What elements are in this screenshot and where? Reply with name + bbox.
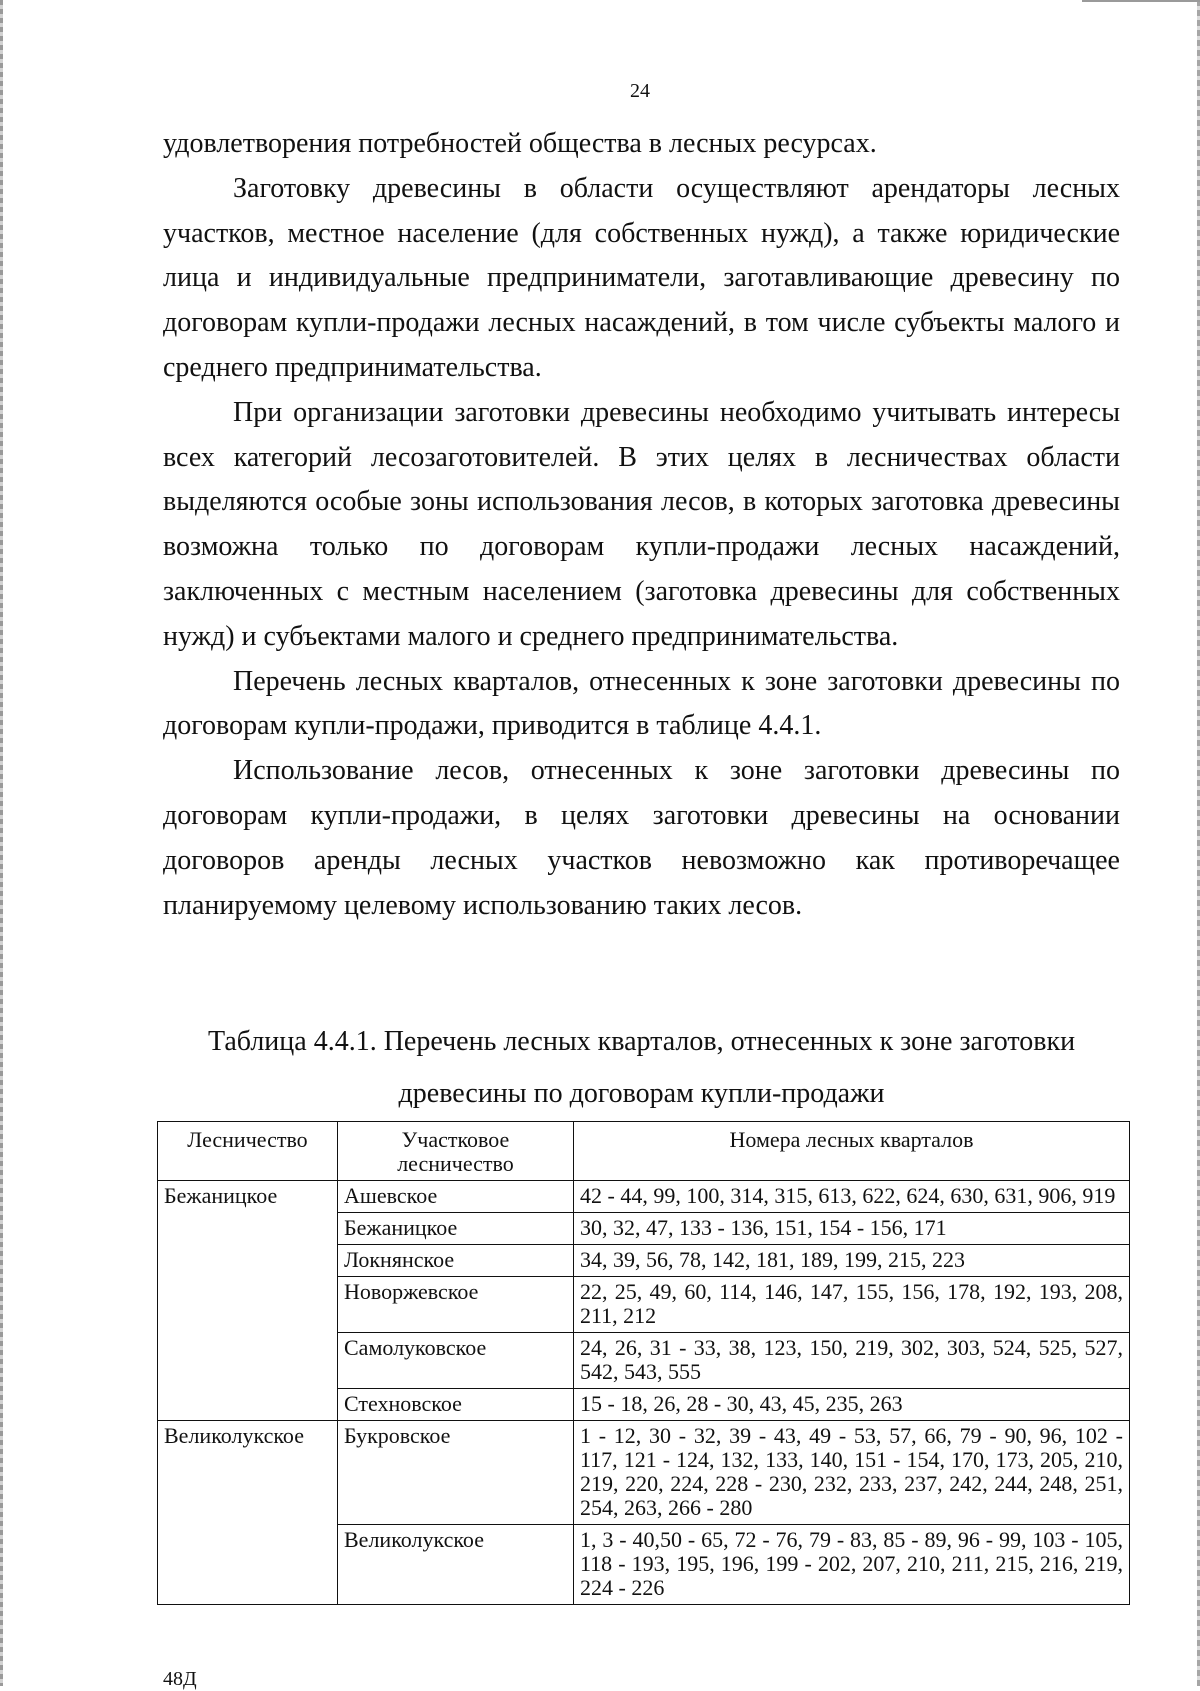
table-row [158, 1421, 1130, 1525]
page-number: 24 [630, 80, 650, 102]
quarters-cell: 22, 25, 49, 60, 114, 146, 147, 155, 156, 178, 192, 193, 208, 211, 212 [574, 1277, 1130, 1333]
table-caption [163, 1016, 1120, 1120]
quarters-cell: 1, 3 - 40,50 - 65, 72 - 76, 79 - 83, 85 - 89, 96 - 99, 103 - 105, 118 - 193, 195, 196, 199 - 202, 207, 210, 211, 215, 216, 219, 224 - 226 [574, 1525, 1130, 1605]
district-cell: Букровское [338, 1421, 574, 1525]
quarters-cell: 34, 39, 56, 78, 142, 181, 189, 199, 215, 223 [574, 1245, 1130, 1277]
paragraph-continuation: удовлетворения потребностей общества в лесных ресурсах. [163, 128, 877, 159]
column-header: Участковое лесничество [338, 1122, 574, 1181]
forestry-cell: Великолукское [158, 1421, 338, 1605]
quarters-cell: 1 - 12, 30 - 32, 39 - 43, 49 - 53, 57, 66, 79 - 90, 96, 102 - 117, 121 - 124, 132, 133, 140, 151 - 154, 170, 173, 205, 210, 219, 220, 224, 228 - 230, 232, 233, 237, 242, 244, 248, 251, 254, 263, 266 - 280 [574, 1421, 1130, 1525]
scan-top-mark [1082, 0, 1200, 2]
table-caption-line: древесины по договорам купли-продажи [398, 1078, 885, 1109]
quarters-cell: 30, 32, 47, 133 - 136, 151, 154 - 156, 171 [574, 1213, 1130, 1245]
quarters-cell: 15 - 18, 26, 28 - 30, 43, 45, 235, 263 [574, 1389, 1130, 1421]
column-header: Лесничество [158, 1122, 338, 1181]
paragraph: Перечень лесных кварталов, отнесенных к зоне заготовки древесины по договорам купли-продажи, приводится в таблице 4.4.1. [163, 665, 1120, 742]
table-caption-line: Таблица 4.4.1. Перечень лесных кварталов, отнесенных к зоне заготовки [207, 1026, 1076, 1057]
district-cell: Локнянское [338, 1245, 574, 1277]
paragraph: При организации заготовки древесины необходимо учитывать интересы всех категорий лесозаготовителей. В этих целях в лесничествах области выделяются особые зоны использования лесов, в которых заготовка древесины возможна только по договорам купли-продажи лесных насаждений, заключенных с местным населением (заготовка древесины для собственных нужд) и субъектами малого и среднего предпринимательства. [163, 396, 1120, 652]
paragraph: Заготовку древесины в области осуществляют арендаторы лесных участков, местное население (для собственных нужд), а также юридические лица и индивидуальные предприниматели, заготавливающие древесину по договорам купли-продажи лесных насаждений, в том числе субъекты малого и среднего предпринимательства. [163, 172, 1120, 383]
quarters-cell: 24, 26, 31 - 33, 38, 123, 150, 219, 302, 303, 524, 525, 527, 542, 543, 555 [574, 1333, 1130, 1389]
forest-quarters-table [157, 1121, 1130, 1605]
paragraph: Использование лесов, отнесенных к зоне заготовки древесины по договорам купли-продажи, в целях заготовки древесины на основании договоров аренды лесных участков невозможно как противоречащее планируемому целевому использованию таких лесов. [163, 755, 1120, 921]
body-text [163, 122, 1120, 928]
table-header-row [158, 1122, 1130, 1181]
scan-left-edge [0, 0, 3, 1686]
forestry-cell: Бежаницкое [158, 1181, 338, 1421]
column-header: Номера лесных кварталов [574, 1122, 1130, 1181]
quarters-cell: 42 - 44, 99, 100, 314, 315, 613, 622, 624, 630, 631, 906, 919 [574, 1181, 1130, 1213]
table-row [158, 1181, 1130, 1213]
footer-mark: 48Д [163, 1668, 197, 1690]
district-cell: Стехновское [338, 1389, 574, 1421]
district-cell: Ашевское [338, 1181, 574, 1213]
district-cell: Новоржевское [338, 1277, 574, 1333]
district-cell: Самолуковское [338, 1333, 574, 1389]
district-cell: Великолукское [338, 1525, 574, 1605]
district-cell: Бежаницкое [338, 1213, 574, 1245]
